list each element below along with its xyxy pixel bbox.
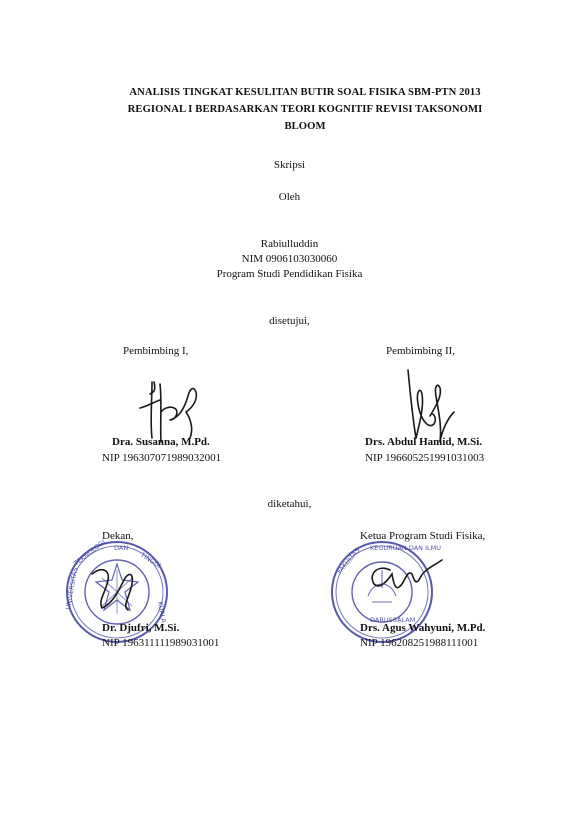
supervisor-2-role: Pembimbing II, xyxy=(386,345,456,357)
by-label: Oleh xyxy=(278,191,301,203)
svg-text:DARUSSALAM: DARUSSALAM xyxy=(370,616,416,624)
supervisor-1-role: Pembimbing I, xyxy=(123,345,189,357)
title-line-3: BLOOM xyxy=(284,121,326,132)
approved-label: disetujui, xyxy=(269,315,310,327)
document-type: Skripsi xyxy=(273,159,306,171)
svg-text:TEKNOLOGI: TEKNOLOGI xyxy=(72,538,108,568)
svg-text:TINGGI: TINGGI xyxy=(138,550,163,570)
head-of-program-role: Ketua Program Studi Fisika, xyxy=(360,530,486,542)
supervisor-1-name: Dra. Susanna, M.Pd. xyxy=(112,436,210,448)
svg-text:FAKULTAS: FAKULTAS xyxy=(335,546,362,576)
thesis-title xyxy=(95,84,515,135)
dean-name: Dr. Djufri, M.Si. xyxy=(102,622,180,634)
svg-text:KEGURUAN DAN ILMU: KEGURUAN DAN ILMU xyxy=(370,544,441,552)
dean-role: Dekan, xyxy=(102,530,134,542)
svg-text:UNIVERSITAS: UNIVERSITAS xyxy=(64,566,80,611)
title-line-1: ANALISIS TINGKAT KESULITAN BUTIR SOAL FISIKA SBM-PTN 2013 xyxy=(129,87,481,98)
acknowledged-label: diketahui, xyxy=(267,498,312,510)
supervisor-2-nip: NIP 196605251991031003 xyxy=(365,452,485,464)
supervisor-1-nip: NIP 196307071989032001 xyxy=(102,452,222,464)
head-of-program-name: Drs. Agus Wahyuni, M.Pd. xyxy=(360,622,486,634)
author-name: Rabiulluddin xyxy=(260,238,319,250)
title-line-2: REGIONAL I BERDASARKAN TEORI KOGNITIF REVISI TAKSONOMI xyxy=(127,104,483,115)
head-of-program-nip: NIP 196208251988111001 xyxy=(360,637,479,649)
author-nim: NIM 0906103030060 xyxy=(241,253,338,265)
dean-nip: NIP 196311111989031001 xyxy=(102,637,220,649)
svg-text:KUALA: KUALA xyxy=(156,600,168,624)
supervisor-2-name: Drs. Abdul Hamid, M.Si. xyxy=(365,436,483,448)
author-program: Program Studi Pendidikan Fisika xyxy=(216,268,363,280)
svg-text:DAN: DAN xyxy=(114,544,129,552)
